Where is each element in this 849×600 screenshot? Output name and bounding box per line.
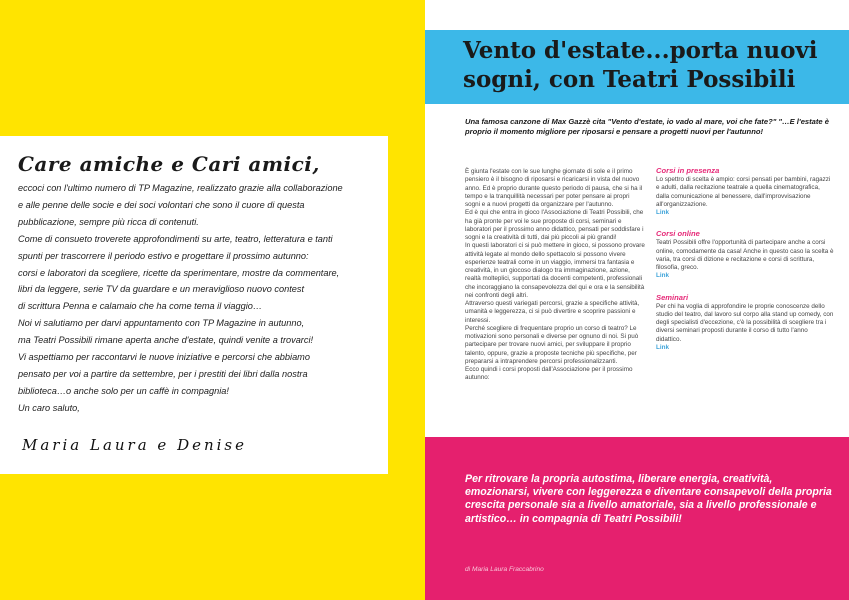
section-text: Lo spettro di scelta è ampio: corsi pensati per bambini, ragazzi e adulti, dalla recitazione teatrale a quella cinematografica, dalla comunicazione al benessere, dall'improvvisazione all'organizzazione. — [656, 176, 831, 208]
section-title: Seminari — [656, 292, 689, 302]
corsi-online-link[interactable]: Link — [656, 272, 669, 280]
article-column-right — [656, 166, 834, 364]
letter-greeting: Care amiche e Cari amici, — [18, 152, 320, 176]
paragraph: Attraverso questi variegati percorsi, grazie a specifiche attività, umanità e leggerezza, ci si può divertire e scoprire passioni e interessi. — [465, 300, 640, 324]
editorial-letter — [0, 136, 388, 474]
letter-line: pubblicazione, sempre più ricca di contenuti. — [18, 216, 199, 227]
letter-body — [18, 180, 388, 417]
letter-line: corsi e laboratori da scegliere, ricette da sperimentare, mostre da commentare, — [18, 267, 340, 278]
letter-line: biblioteca…o anche solo per un caffè in compagnia! — [18, 385, 229, 396]
article-intro: Una famosa canzone di Max Gazzè cita "Vento d'estate, io vado al mare, voi che fate?" "…E l'estate è proprio il momento migliore per riposarsi e pensare a progetti nuovi per l'autunno! — [465, 117, 829, 136]
section-title: Corsi online — [656, 229, 700, 239]
section-corsi-online — [656, 229, 834, 280]
letter-line: eccoci con l'ultimo numero di TP Magazine, realizzato grazie alla collaborazione — [18, 183, 343, 193]
letter-line: libri da leggere, serie TV da guardare e un meraviglioso nuovo contest — [18, 284, 304, 295]
letter-line: Vi aspettiamo per raccontarvi le nuove iniziative e percorsi che abbiamo — [18, 352, 310, 363]
section-text: Teatri Possibili offre l'opportunità di partecipare anche a corsi online, comodamente da casa! Anche in questo caso la scelta è varia, tra corsi di dizione e recitazione e corsi di scrittura, filosofia, greco. — [656, 239, 834, 271]
section-title: Corsi in presenza — [656, 166, 720, 175]
letter-line: Noi vi salutiamo per darvi appuntamento con TP Magazine in autunno, — [18, 318, 305, 329]
paragraph: Perché scegliere di frequentare proprio un corso di teatro? Le motivazioni sono personali e diverse per ognuno di noi. Si può partecipare per trovare nuovi amici, per sviluppare il proprio talento, oppure, grazie a proposte tecniche più specifiche, per prepararsi a intraprendere percorsi professionalizzanti. — [465, 324, 639, 365]
paragraph: È giunta l'estate con le sue lunghe giornate di sole e il primo pensiero è il bisogno di riposarsi e ricaricarsi in vista del nuovo anno. Ed è proprio durante questo periodo di pausa, che si ha il tempo e la tranquillità necessari per poter pensare ai propri sogni e a nuovi progetti da organizzare per l'autunno. — [465, 168, 643, 208]
paragraph: Ecco quindi i corsi proposti dall'Associazione per il prossimo autunno: — [465, 366, 633, 382]
section-seminari — [656, 293, 834, 353]
article-column-left — [465, 168, 645, 383]
byline: di Maria Laura Fraccabrino — [465, 566, 544, 573]
letter-line: e alle penne delle socie e dei soci volontari che sono il cuore di questa — [18, 199, 305, 210]
letter-line: pensato per voi a partire da settembre, per i prestiti dei libri dalla nostra — [18, 368, 308, 379]
handwritten-signature: Maria Laura e Denise — [22, 436, 248, 454]
letter-line: Un caro saluto, — [18, 402, 80, 413]
letter-line: di scrittura Penna e calamaio che ha come tema il viaggio… — [18, 301, 263, 312]
section-text: Per chi ha voglia di approfondire le proprie conoscenze dello studio del teatro, dal lavoro sul corpo alla stand up comedy, con degli specialisti d'eccezione, c'è la possibilità di scegliere tra i diversi seminari proposti durante il corso di tutto l'anno didattico. — [656, 302, 834, 343]
section-corsi-in-presenza — [656, 166, 834, 217]
paragraph: In questi laboratori ci si può mettere in gioco, si possono provare attività legate al mondo dello spettacolo si possono vivere esperienze teatrali come in un viaggio, immersi tra fantasia e creatività, in un giocoso dialogo tra immaginazione, azione, realtà molteplici, supportati da docenti competenti, professionali che incoraggiano la consapevolezza del qui e ora e la sensibilità nei confronti degli altri. — [465, 242, 645, 299]
closing-quote: Per ritrovare la propria autostima, liberare energia, creatività, emozionarsi, vivere con leggerezza e diventare consapevoli della propria crescita personale sia a livello amatoriale, sia a livello professionale e artistico… in compagnia di Teatri Possibili! — [465, 473, 832, 525]
letter-line: spunti per trascorrere il periodo estivo e progettare il prossimo autunno: — [18, 250, 309, 261]
letter-line: ma Teatri Possibili rimane aperta anche d'estate, quindi venite a trovarci! — [18, 335, 314, 346]
paragraph: Ed è qui che entra in gioco l'Associazione di Teatri Possibili, che ha già pronte per voi le sue proposte di corsi, seminari e laboratori per il prossimo anno didattico, pensati per soddisfare i sogni e la creatività di tutti, dai più piccoli ai più grandi! — [465, 209, 644, 241]
letter-line: Come di consueto troverete approfondimenti su arte, teatro, letteratura e tanti — [18, 233, 333, 244]
corsi-in-presenza-link[interactable]: Link — [656, 209, 669, 216]
article-title: Vento d'estate...porta nuovi sogni, con Teatri Possibili — [463, 37, 818, 93]
seminari-link[interactable]: Link — [656, 343, 669, 351]
